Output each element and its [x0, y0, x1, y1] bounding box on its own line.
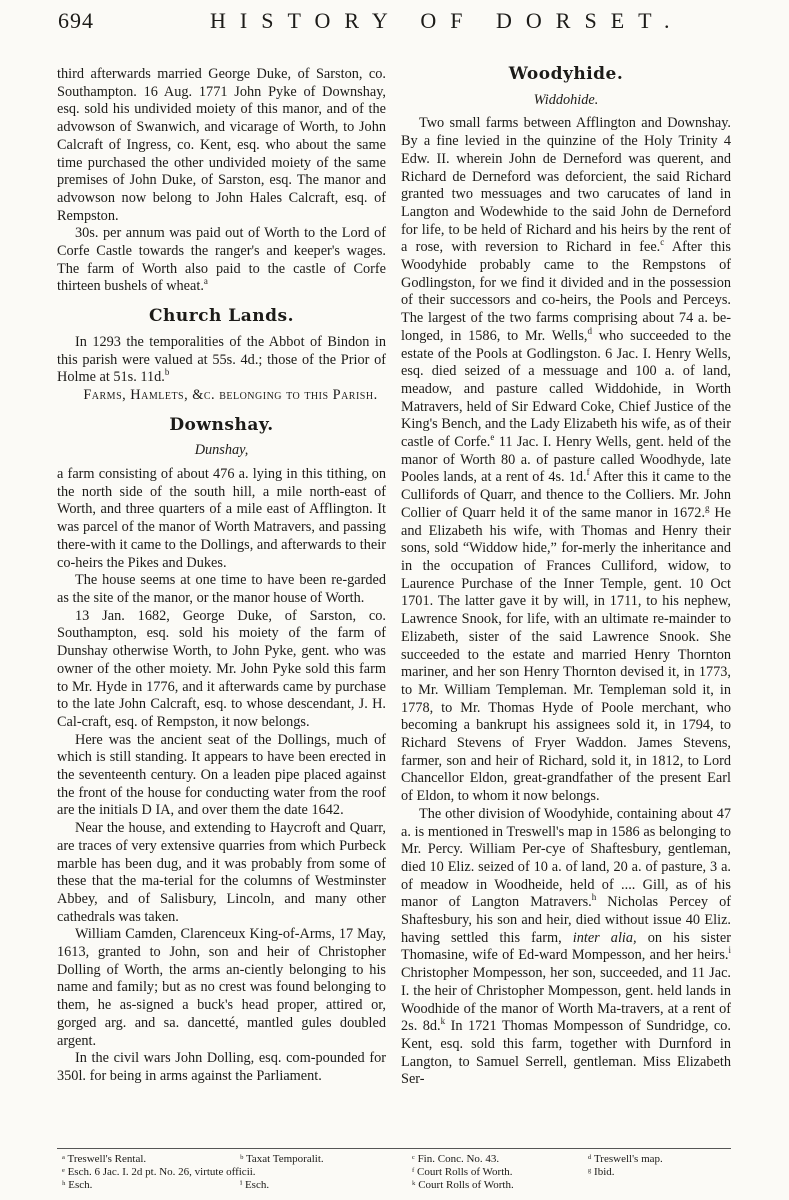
paragraph: Near the house, and extending to Haycroft and Quarr, are traces of very extensive quarries from which Purbeck marble has been dug, and it was probably from some of these that the ma-terial for the columns of Westminster Abbey, and of Salisbury, Lincoln, and many other cathedrals was taken. [57, 820, 386, 925]
footnote-marker: i [728, 945, 731, 956]
footnote: ᵍ Ibid. [588, 1166, 615, 1178]
footnote-marker: k [440, 1016, 446, 1027]
paragraph: a farm consisting of about 476 a. lying in this tithing, on the north side of the south hill, a mile north-east of Worth, and three quarters of a mile east of Afflington. It was parcel of the manor of Worth Matravers, and passing there-with it came to the Dollings, and afterwards to their co-heirs the Pikes and Dukes. [57, 466, 386, 571]
page-number: 694 [58, 8, 94, 33]
section-heading-downshay: Downshay. [169, 414, 274, 435]
subheading-widdohide: Widdohide. [533, 91, 599, 108]
paragraph-text: In 1721 Thomas Mompesson of Sundridge, co. Kent, esq. sold this farm, together with Durnford in Langton, to Samuel Serrell, gentleman. Miss Elizabeth Ser- [401, 1018, 732, 1088]
paragraph-text: In 1293 the temporalities of the Abbot of Bindon in this parish were valued at 55s. 4d.; those of the Prior of Holme at 51s. 11d. [57, 333, 386, 386]
paragraph: The house seems at one time to have been re-garded as the site of the manor, or the manor house of Worth. [57, 572, 386, 606]
paragraph-text: who succeeded to the estate of the Pools at Godlingston. 6 Jac. I. Henry Wells, esq. died seized of a messuage and 100 a. of land, meadow, and pasture called Widdohide, in Worth Matravers, held of Sir Edward Coke, Chief Justice of the King's Bench, and the Lady Elizabeth his wife, as of their castle of Corfe. [401, 327, 732, 451]
footnote: ᶜ Fin. Conc. No. 43. [412, 1153, 500, 1165]
paragraph: third afterwards married George Duke, of Sarston, co. Southampton. 16 Aug. 1771 John Pyke of Downshay, esq. sold his undivided moiety of this manor, and of the advowson of Swanwich, and vicarage of Worth, to John Calcraft of Ingress, co. Kent, esq. who about the same time purchased the other undivided moiety of the same premises of John Duke, of Sarston, esq. The manor and advowson now belong to John Hales Calcraft, esq. of Rempston. [57, 66, 386, 224]
footnote-marker: a [203, 276, 208, 287]
footnote: ᵈ Treswell's map. [588, 1153, 663, 1165]
paragraph-text: Nicholas Percey of Shaftesbury, his son and heir, died without issue 40 Eliz. having settled this farm, [401, 894, 731, 946]
footnote-marker: e [490, 432, 495, 443]
paragraph [57, 334, 386, 387]
paragraph-text: He and Elizabeth his wife, with Thomas and Henry their sons, sold “Widdow hide,” for-merly the inheritance and in the occupation of Frances Culliford, widow, to Laurence Purchase of the Inner Temple, gent. 10 Oct 1701. The latter gave it by will, in 1711, to his nephew, Lawrence Snook, for life, with an ultimate re-mainder to Elizabeth, sister of the said Lawrence Snook. She succeeded to the estate and married Henry Thornton mariner, and her son Henry Thornton devised it, in 1773, to Mr. William Templeman. Mr. Templeman sold it, in 1778, to Mr. Thomas Hyde of Poole merchant, who becoming a bankrupt his assignees sold it, in 1794, to Richard Stevens of Fryer Waddon. James Stevens, farmer, son and heir of Richard, sold it, in 1812, to Lord Chancellor Eldon, great-grandfather of the present Earl of Eldon, to whom it now belongs. [401, 504, 731, 805]
paragraph-text: on his sister Thomasine, wife of Ed-ward Mompesson, and her heirs. [401, 929, 731, 964]
paragraph-text: 11 Jac. I. Henry Wells, gent. held of the manor of Worth 80 a. of pasture called Woodhyde, late Pooles lands, at a rent of 4s. 1d. [401, 434, 732, 486]
footnote: ⁱ Esch. [240, 1179, 270, 1191]
footnote: ᵇ Taxat Temporalit. [240, 1153, 324, 1165]
paragraph-text: The other division of Woodyhide, containing about 47 a. is mentioned in Treswell's map in 1586 as belonging to Mr. Percy. William Per-cye of Shaftesbury, gentleman, died 10 Eliz. seized of 10 a. of land, 20 a. of pasture, 3 a. of meadow in Woodheide, held of .... Gill, as of his manor of Langton Matravers. [401, 805, 731, 911]
paragraph-text: Christopher Mompesson, her son, succeeded, and 11 Jac. I. the heir of Christopher Mompesson, gent. held lands in Woodhide of the manor of Worth Ma-travers, at a rent of 2s. 8d. [401, 965, 731, 1035]
footnote-marker: h [591, 892, 597, 903]
right-column [401, 66, 731, 1089]
section-heading-woodyhide: Woodyhide. [508, 64, 624, 84]
paragraph-text: After this Woodyhide probably came to the Rempstons of Godlingston, for we find it divided and in the possession of their successors and co-heirs, the Pools and Perceys. The largest of the two farms comprising about 74 a. be-longed, in 1586, to Mr. Wells, [401, 239, 731, 344]
left-column [57, 66, 386, 1086]
footnote-marker: g [705, 503, 710, 514]
section-heading-church-lands: Church Lands. [148, 306, 295, 327]
paragraph-text: 30s. per annum was paid out of Worth to the Lord of Corfe Castle towards the ranger's and keeper's wages. The farm of Worth also paid to the castle of Corfe thirteen bushels of wheat. [57, 225, 386, 295]
footnote: ᵏ Court Rolls of Worth. [412, 1179, 514, 1191]
paragraph: Here was the ancient seat of the Dollings, much of which is still standing. It appears to have been erected in the seventeenth century. On a leaden pipe placed against the front of the house for conducting water from the roof are the initials D IA, and over them the date 1642. [57, 731, 386, 819]
footnote: ᵃ Treswell's Rental. [62, 1153, 147, 1165]
footnote: ʰ Esch. [62, 1179, 93, 1191]
paragraph [401, 115, 731, 805]
paragraph [57, 225, 386, 296]
paragraph-text: Two small farms between Afflington and Downshay. By a fine levied in the quinzine of the Holy Trinity 4 Edw. II. wherein John de Derneford was querent, and Richard de Derneford was deforcient, the said Richard granted two messuages and two carucates of land in Langton and Wodewhide to the said John de Derneford for life, to be held of Richard and his heirs by the rent of a rose, with reversion to Richard in fee. [401, 115, 731, 256]
footnote-marker: c [660, 237, 665, 248]
paragraph: William Camden, Clarenceux King-of-Arms, 17 May, 1613, granted to John, son and heir of Christopher Dolling of Worth, the arms an-ciently belonging to his name and family; but as no crest was found belonging to them, he as-signed a buck's head proper, attired or, gorged arg. and sa. dancetté, mantled gules doubled argent. [57, 926, 386, 1049]
footnote: ᶠ Court Rolls of Worth. [412, 1166, 513, 1178]
paragraph-text: After this it came to the Cullifords of Quarr, and thence to the Colliers. Mr. John Collier of Quarr held it of the same manor in 1672. [401, 469, 731, 521]
paragraph [401, 806, 731, 1089]
subheading-dunshay: Dunshay, [194, 442, 249, 459]
section-heading-farms: Farms, Hamlets, &c. belonging to this Parish. [83, 386, 378, 403]
footnote: ᵉ Esch. 6 Jac. I. 2d pt. No. 26, virtute officii. [62, 1166, 256, 1178]
running-title: HISTORY OF DORSET. [210, 8, 684, 33]
paragraph: 13 Jan. 1682, George Duke, of Sarston, co. Southampton, esq. sold his moiety of the farm of Dunshay otherwise Worth, to John Pyke, gent. who was owner of the other moiety. Mr. John Pyke sold this farm to Mr. Hyde in 1776, and it afterwards came by purchase to the late John Calcraft, esq. to whose descendant, J. H. Cal-craft, esq. of Rempston, it now belongs. [57, 607, 386, 730]
footnote-marker: b [164, 367, 170, 378]
footnote-marker: d [587, 326, 592, 337]
footnote-divider [57, 1148, 731, 1149]
paragraph: In the civil wars John Dolling, esq. com-pounded for 350l. for being in arms against the Parliament. [57, 1050, 386, 1084]
italic-text: inter alia, [572, 929, 637, 946]
footnote-marker: f [586, 467, 590, 478]
